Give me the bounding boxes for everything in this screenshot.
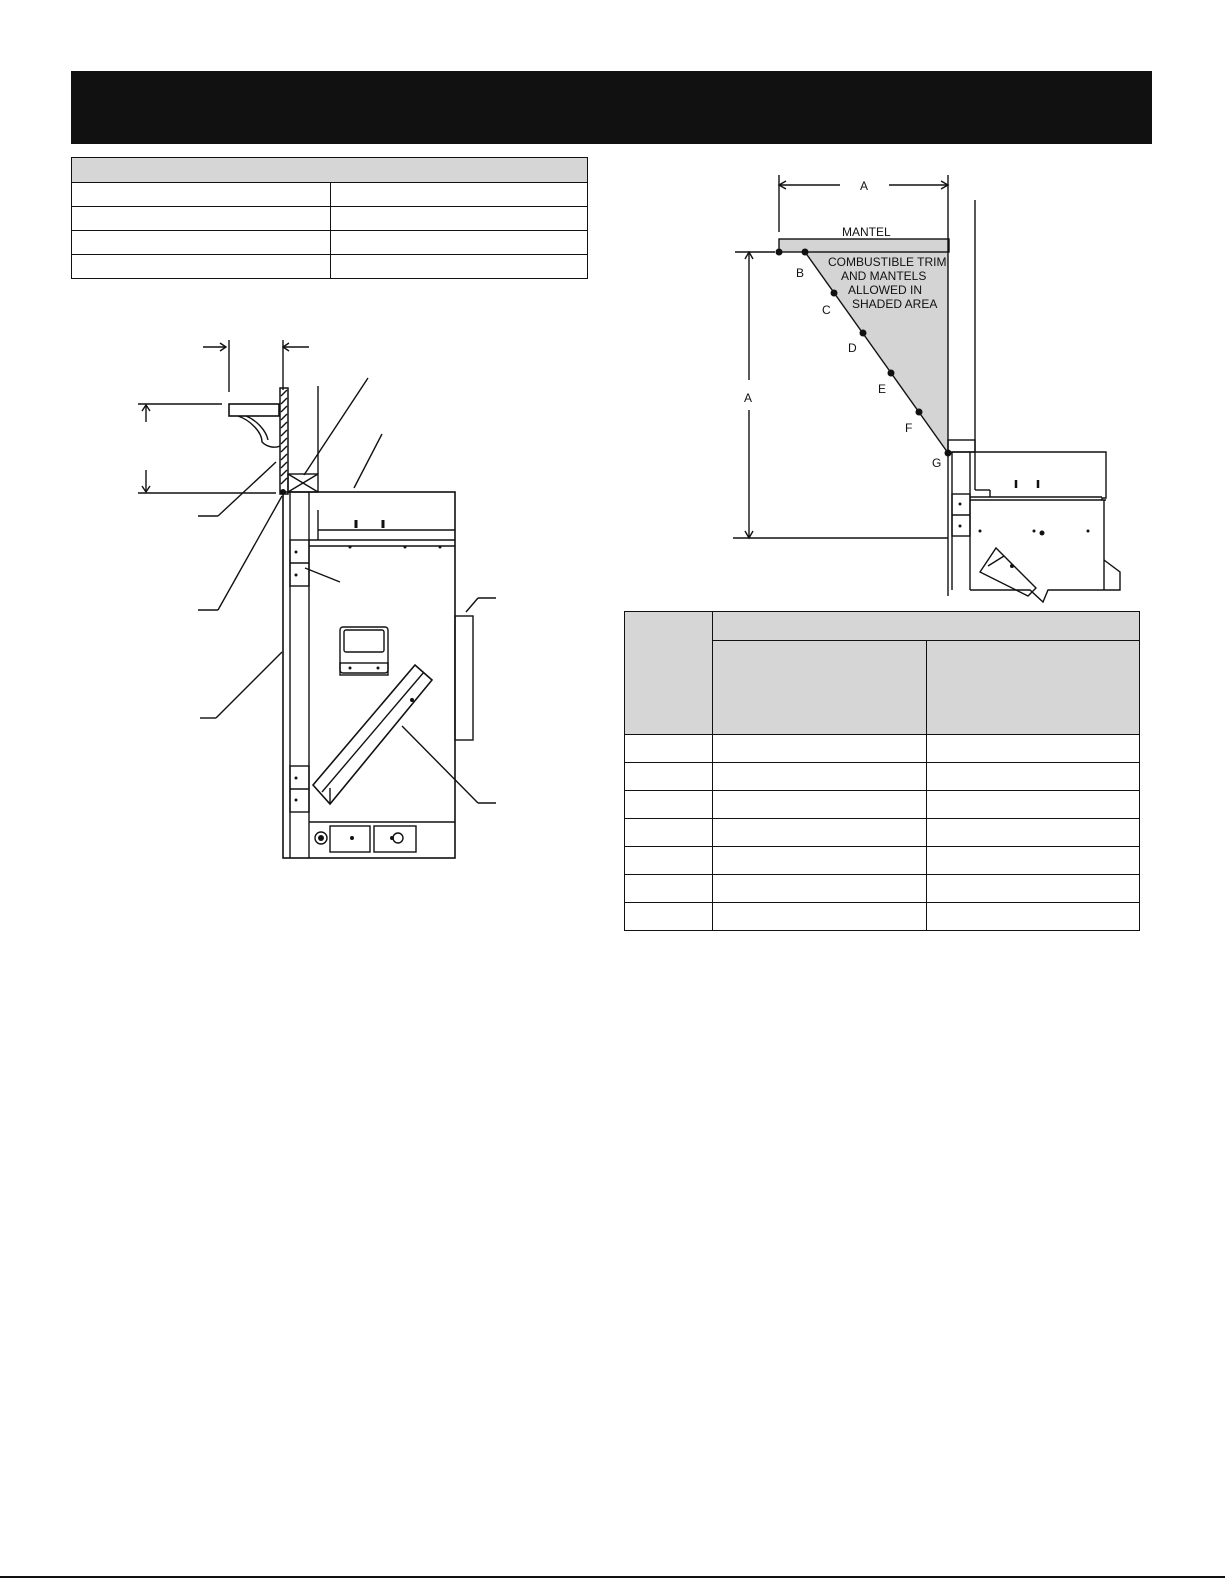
fireplace-side-diagram (130, 330, 510, 870)
point-marker (916, 409, 923, 416)
table-cell (625, 847, 713, 875)
table-cell (331, 183, 588, 207)
table-cell (331, 207, 588, 231)
table-cell (331, 231, 588, 255)
table-header-cell (72, 158, 588, 183)
table-cell (72, 207, 331, 231)
point-marker (945, 450, 952, 457)
table-cell (713, 847, 927, 875)
shaded-area-line-3: ALLOWED IN (848, 283, 923, 297)
table-cell (625, 763, 713, 791)
table-cell (625, 819, 713, 847)
point-marker (888, 370, 895, 377)
footer-rule (0, 1576, 1225, 1578)
page-header-band (71, 71, 1152, 144)
table-cell (927, 791, 1140, 819)
clearance-table (624, 611, 1140, 931)
table-cell (625, 875, 713, 903)
shaded-area-line-1: COMBUSTIBLE TRIM (828, 255, 947, 269)
table-header-cell (713, 641, 927, 735)
point-marker (860, 330, 867, 337)
table-cell (72, 183, 331, 207)
table-cell (331, 255, 588, 279)
table-header-cell (927, 641, 1140, 735)
table-cell (713, 763, 927, 791)
table-cell (72, 255, 331, 279)
point-label-b: B (796, 266, 805, 280)
point-label-f: F (905, 421, 913, 435)
table-cell (713, 791, 927, 819)
point-label-g: G (932, 456, 942, 470)
point-marker (831, 290, 838, 297)
table-cell (927, 763, 1140, 791)
table-cell (927, 903, 1140, 931)
point-label-c: C (822, 303, 831, 317)
table-cell (625, 791, 713, 819)
header-table (71, 157, 588, 279)
table-header-cell (625, 612, 713, 735)
table-cell (713, 875, 927, 903)
mantel-clearance-diagram (720, 170, 1140, 606)
mantel-label: MANTEL (842, 225, 891, 239)
table-cell (625, 735, 713, 763)
dim-a-top-label: A (860, 179, 869, 193)
table-cell (927, 735, 1140, 763)
point-marker (776, 249, 783, 256)
point-label-e: E (878, 382, 887, 396)
table-header-cell (713, 612, 1140, 641)
shaded-area-line-2: AND MANTELS (841, 269, 927, 283)
table-cell (625, 903, 713, 931)
dim-a-side-label: A (744, 391, 753, 405)
point-label-d: D (848, 341, 857, 355)
table-cell (713, 735, 927, 763)
point-marker (802, 249, 809, 256)
shaded-area-line-4: SHADED AREA (852, 297, 938, 311)
table-cell (927, 847, 1140, 875)
table-cell (72, 231, 331, 255)
table-cell (713, 903, 927, 931)
table-cell (713, 819, 927, 847)
table-cell (927, 875, 1140, 903)
table-cell (927, 819, 1140, 847)
